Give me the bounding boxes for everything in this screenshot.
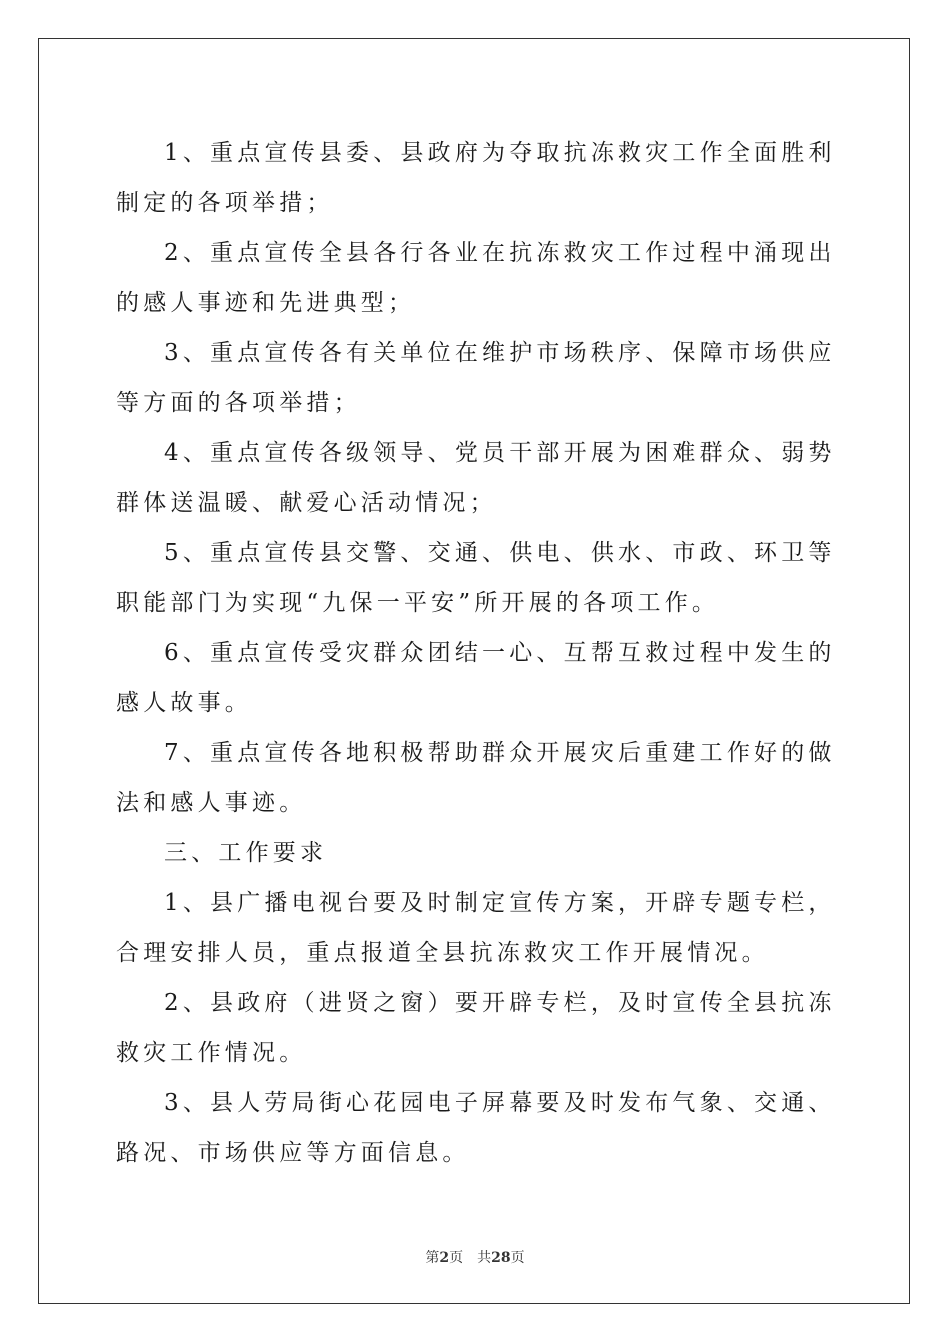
page-prefix: 第 bbox=[425, 1250, 440, 1266]
paragraph-1: 1、重点宣传县委、县政府为夺取抗冻救灾工作全面胜利制定的各项举措； bbox=[116, 140, 836, 216]
page-number: 2 bbox=[439, 1250, 450, 1266]
section-heading: 三、工作要求 bbox=[164, 840, 328, 866]
requirement-1: 1、县广播电视台要及时制定宣传方案，开辟专题专栏，合理安排人员，重点报道全县抗冻救灾工作开展情况。 bbox=[116, 890, 836, 966]
document-body bbox=[116, 128, 838, 1178]
requirement-2: 2、县政府（进贤之窗）要开辟专栏，及时宣传全县抗冻救灾工作情况。 bbox=[116, 990, 836, 1066]
total-suffix: 页 bbox=[510, 1250, 525, 1266]
page-footer bbox=[0, 1247, 950, 1267]
paragraph-4: 4、重点宣传各级领导、党员干部开展为困难群众、弱势群体送温暖、献爱心活动情况； bbox=[116, 440, 836, 516]
total-pages: 28 bbox=[491, 1250, 511, 1266]
page-suffix: 页 bbox=[449, 1250, 464, 1266]
paragraph-5: 5、重点宣传县交警、交通、供电、供水、市政、环卫等职能部门为实现“九保一平安”所开展的各项工作。 bbox=[116, 540, 836, 616]
paragraph-7: 7、重点宣传各地积极帮助群众开展灾后重建工作好的做法和感人事迹。 bbox=[116, 740, 836, 816]
paragraph-2: 2、重点宣传全县各行各业在抗冻救灾工作过程中涌现出的感人事迹和先进典型； bbox=[116, 240, 836, 316]
total-prefix: 共 bbox=[477, 1250, 492, 1266]
paragraph-6: 6、重点宣传受灾群众团结一心、互帮互救过程中发生的感人故事。 bbox=[116, 640, 836, 716]
requirement-3: 3、县人劳局街心花园电子屏幕要及时发布气象、交通、路况、市场供应等方面信息。 bbox=[116, 1090, 836, 1166]
paragraph-3: 3、重点宣传各有关单位在维护市场秩序、保障市场供应等方面的各项举措； bbox=[116, 340, 836, 416]
